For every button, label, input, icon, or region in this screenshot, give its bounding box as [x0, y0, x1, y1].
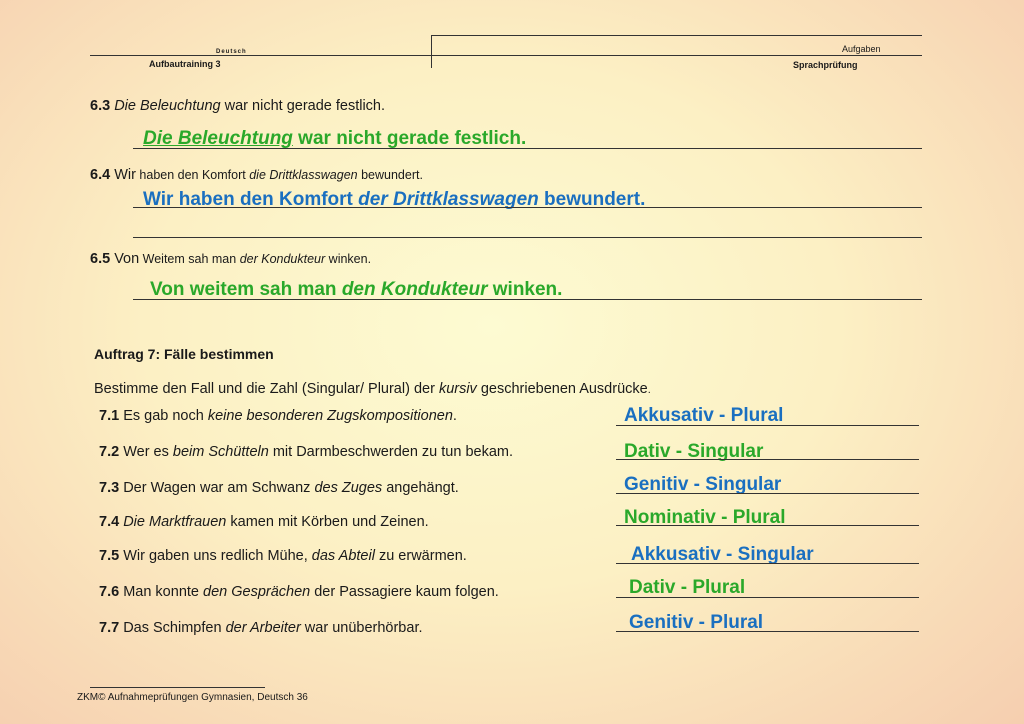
header-top-rule — [431, 35, 922, 36]
item-number: 7.6 — [99, 584, 120, 600]
instruction-text-c: geschriebenen Ausdrücke — [476, 381, 648, 397]
exercise-6-prompt — [90, 167, 423, 183]
question-part: Der Wagen war am Schwanz — [119, 480, 315, 496]
instruction-text-d: . — [647, 384, 651, 396]
question-part: war unüberhörbar. — [300, 620, 423, 636]
question-part: keine besonderen Zugskompositionen — [207, 408, 453, 424]
question-part: . — [452, 408, 457, 424]
prompt-lead: Von — [114, 251, 140, 267]
item-number: 7.3 — [99, 480, 120, 496]
item-number: 7.7 — [99, 620, 120, 636]
exercise-6-answer — [143, 128, 526, 150]
task7-question — [99, 548, 467, 564]
prompt-text — [136, 168, 423, 182]
answer-line — [616, 597, 919, 598]
task7-question — [99, 620, 423, 636]
prompt-text — [114, 98, 385, 114]
answer-part: den Kondukteur — [341, 279, 488, 300]
question-part: Wer es — [119, 444, 173, 460]
answer-line — [133, 148, 922, 149]
question-part: Es gab noch — [119, 408, 208, 424]
task7-answer: Genitiv - Plural — [629, 612, 764, 633]
task7-question — [99, 480, 459, 496]
answer-line — [133, 207, 922, 208]
question-part: Man konnte — [119, 584, 203, 600]
answer-part: Wir haben den Komfort — [143, 189, 359, 210]
prompt-part: der Kondukteur — [239, 252, 326, 266]
prompt-part: die Drittklasswagen — [249, 168, 358, 182]
task7-answer: Akkusativ - Singular — [631, 544, 814, 565]
task7-answer: Dativ - Singular — [624, 441, 764, 462]
item-number: 6.3 — [90, 98, 115, 114]
prompt-part: bewundert. — [357, 168, 423, 182]
question-part: Das Schimpfen — [119, 620, 226, 636]
task7-answer: Nominativ - Plural — [624, 507, 786, 528]
instruction-text-b: kursiv — [438, 381, 477, 397]
question-part: beim Schütteln — [172, 444, 269, 460]
exercise-6-prompt — [90, 251, 371, 267]
prompt-part: Weitem sah man — [139, 252, 240, 266]
answer-part: Von weitem sah man — [150, 279, 342, 300]
instruction-text-a: Bestimme den Fall und die Zahl (Singular/ Plural) der — [94, 381, 439, 397]
answer-part: bewundert. — [538, 189, 646, 210]
header-section-top: Aufgaben — [842, 44, 881, 54]
task7-question — [99, 584, 499, 600]
header-section-bottom: Sprachprüfung — [793, 60, 858, 70]
item-number: 6.5 — [90, 251, 115, 267]
prompt-text — [139, 252, 371, 266]
prompt-part: Die Beleuchtung — [114, 98, 221, 114]
footer-text: ZKM© Aufnahmeprüfungen Gymnasien, Deutsch 36 — [77, 692, 308, 703]
task7-answer: Dativ - Plural — [629, 577, 746, 598]
answer-part: winken. — [487, 279, 563, 300]
prompt-part: winken. — [325, 252, 372, 266]
question-part: zu erwärmen. — [374, 548, 467, 564]
prompt-part: haben den Komfort — [135, 168, 250, 182]
answer-line — [616, 493, 919, 494]
prompt-part: war nicht gerade festlich. — [220, 98, 386, 114]
question-part: das Abteil — [311, 548, 375, 564]
question-part: den Gesprächen — [203, 584, 311, 600]
exercise-6-prompt — [90, 98, 385, 114]
item-number: 6.4 — [90, 167, 115, 183]
task7-question — [99, 408, 457, 424]
item-number: 7.4 — [99, 514, 120, 530]
question-part: angehängt. — [382, 480, 459, 496]
answer-line — [133, 237, 922, 238]
header-subject: Deutsch — [216, 49, 247, 55]
answer-line — [616, 525, 919, 526]
footer-rule — [90, 687, 265, 688]
item-number: 7.2 — [99, 444, 120, 460]
header-divider — [431, 35, 432, 68]
header-module: Aufbautraining 3 — [149, 59, 221, 69]
item-number: 7.5 — [99, 548, 120, 564]
question-part: des Zuges — [314, 480, 383, 496]
question-part: kamen mit Körben und Zeinen. — [226, 514, 429, 530]
item-number: 7.1 — [99, 408, 120, 424]
prompt-lead: Wir — [114, 167, 136, 183]
answer-line — [616, 425, 919, 426]
exercise-6-answer — [150, 279, 562, 301]
answer-line — [616, 631, 919, 632]
question-part: der Arbeiter — [225, 620, 301, 636]
task7-question — [99, 444, 513, 460]
question-part: mit Darmbeschwerden zu tun bekam. — [268, 444, 513, 460]
task7-instruction — [94, 381, 651, 397]
answer-part: der Drittklasswagen — [358, 189, 539, 210]
task7-question — [99, 514, 429, 530]
task7-title: Auftrag 7: Fälle bestimmen — [94, 346, 274, 362]
answer-part: war nicht gerade festlich. — [292, 128, 527, 149]
question-part: der Passagiere kaum folgen. — [310, 584, 499, 600]
question-part: Wir gaben uns redlich Mühe, — [119, 548, 312, 564]
answer-line — [133, 299, 922, 300]
question-part: Die Marktfrauen — [123, 514, 227, 530]
answer-part: Die Beleuchtung — [143, 128, 293, 149]
header-rule — [90, 55, 922, 56]
answer-line — [616, 459, 919, 460]
answer-line — [616, 563, 919, 564]
task7-answer: Genitiv - Singular — [624, 474, 782, 495]
task7-answer: Akkusativ - Plural — [624, 405, 784, 426]
